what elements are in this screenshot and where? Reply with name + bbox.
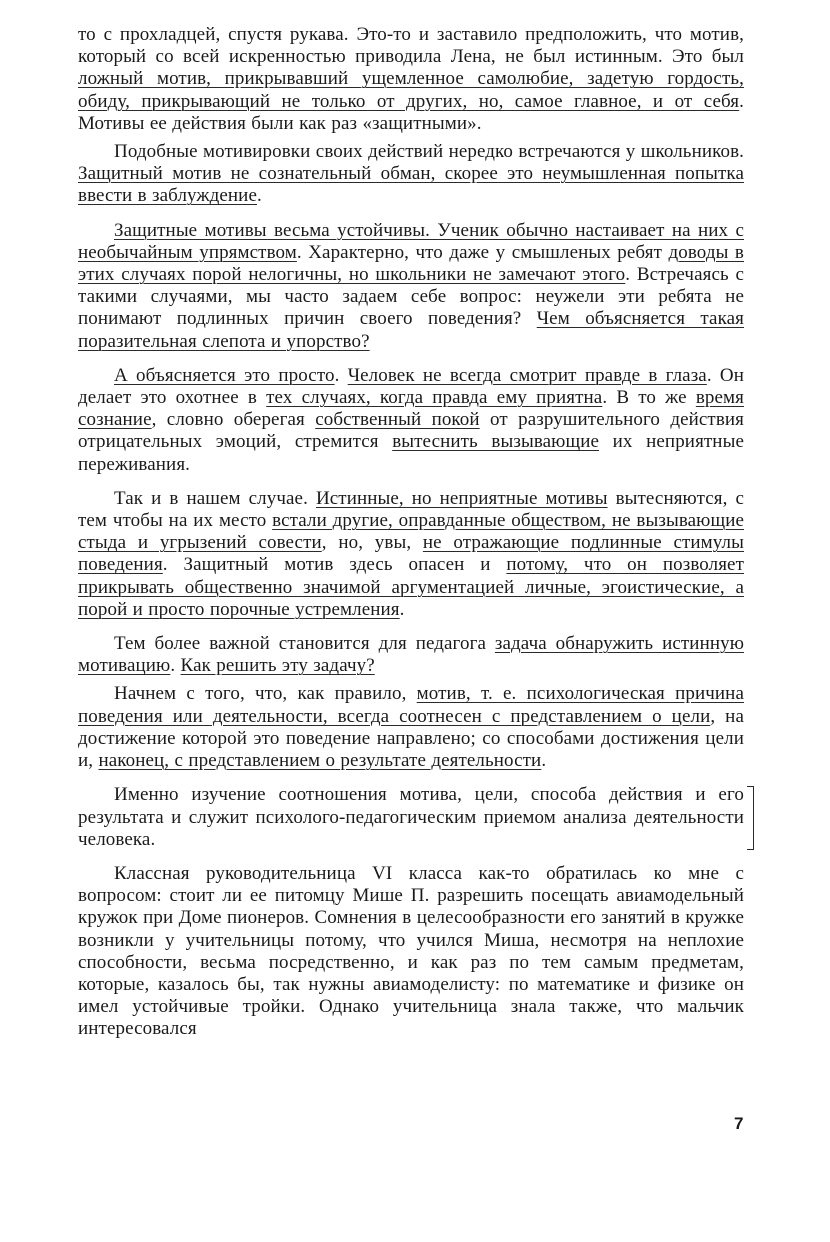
text-segment: . Он делает это охотнее в [78,364,744,409]
text-segment: Подобные мотивировки своих действий нередко встречаются у школьников. [114,141,744,163]
text-segment: . Защитный мотив здесь опасен и [162,554,507,576]
paragraph-5 [78,488,744,621]
text-segment: Так и в нашем случае. [114,487,316,509]
underlined-text: встали другие, оправданные общеcтвом, не вызывающие стыда и угрызений совести [78,510,744,554]
text-segment: . Мотивы ее действия были как раз «защитными». [78,90,744,134]
underlined-text: Защитные мотивы весьма устойчивы. Ученик обычно настаивает на них с необычайным упрямством [78,219,744,263]
text-segment: Именно изучение соотношения мотива, цели, способа действия и его результата и служит психолого-педагогическим приемом анализа деятельности человека. [78,784,744,850]
underlined-text: Чем объясняется такая поразительная слепота и упорство? [78,308,744,352]
text-segment: вытесняются, с тем чтобы на их место [78,487,744,532]
underlined-text: ложный мотив, прикрывавший ущемленное самолюбие, задетую гордость, обиду, прикрывающий не только от других, но, самое главное, и от себя [78,68,744,112]
underlined-text: тех случаях, когда правда ему приятна [266,387,603,409]
text-segment: Тем более важной становится для педагога [114,633,495,655]
paragraph-6 [78,633,744,677]
underlined-text: Человек не всегда смотрит правде в глаза [347,364,707,386]
text-segment: . [334,364,348,386]
underlined-text: вытеснить вызывающие [392,431,600,453]
text-segment: , словно оберегая [151,409,316,431]
underlined-text: Как решить эту задачу? [180,655,375,677]
paragraph-3 [78,220,744,353]
underlined-text: не отражающие подлинные стимулы поведения [78,532,745,576]
underlined-text: А объясняется это просто [114,364,335,386]
page-number: 7 [734,1114,744,1133]
underlined-text: мотив, т. е. психологическая причина поведения или деятельности, всегда соотнесен с представлением о цели [78,683,744,727]
page-body [78,24,744,1047]
underlined-text: Защитный мотив не сознательный обман, скорее это неумышленная попытка ввести в заблуждение [78,163,744,207]
underlined-text: наконец, с представлением о результате деятельности [98,750,542,772]
text-segment: . Встречаясь с такими случаями, мы часто задаем себе вопрос: неужели эти ребята не понимают подлинных причин своего поведения? [78,264,744,330]
text-segment: . В то же [602,387,696,409]
paragraph-7 [78,683,744,772]
paragraph-9 [78,863,744,1041]
text-segment: Начнем с того, что, как правило, [114,683,417,705]
paragraph-1 [78,24,744,135]
paragraph-2 [78,141,744,208]
text-segment: , но, увы, [321,532,423,554]
text-segment: их неприятные переживания. [78,431,744,475]
paragraph-4 [78,365,744,476]
margin-bracket-mark [747,786,754,850]
text-segment: . [170,655,181,677]
text-segment: от разрушительного действия отрицательных эмоций, стремится [78,409,745,453]
text-segment: . [541,750,547,772]
underlined-text: потому, что он позволяет прикрывать общественно значимой аргументацией личные, эгоистические, а порой и просто порочные устремления [78,554,744,620]
text-segment: . Характерно, что даже у смышленых ребят [296,241,669,263]
text-segment: Классная руководительница VI класса как-то обратилась ко мне с вопросом: стоит ли ее питомцу Мише П. разрешить посещать авиамодельный кружок при Доме пионеров. Сомнения в целесообразности его занятий в кружке возникли у учительницы потому, что учился Миша, несмотря на неплохие способности, весьма посредственно, и как раз по тем самым предметам, которые, казалось бы, так нужны авиамоделисту: по математике и физике он имел устойчивые тройки. Однако учительница знала также, что мальчик интересовался [78,862,744,1040]
underlined-text: собственный покой [315,409,480,431]
underlined-text: задача обнаружить истинную мотивацию [78,633,744,677]
paragraph-8 [78,784,744,851]
text-segment: . [399,598,405,620]
text-segment: то с прохладцей, спустя рукава. Это-то и заставило предположить, что мотив, который со всей искренностью приводила Лена, не был истинным. Это был [78,24,744,68]
text-segment: , на достижение которой это поведение направлено; со способами достижения цели и, [78,705,744,772]
underlined-text: Истинные, но неприятные мотивы [315,487,608,509]
underlined-text: доводы в этих случаях порой нелогичны, но школьники не замечают этого [78,241,744,286]
underlined-text: время сознание [78,387,744,431]
text-segment: . [256,185,262,207]
